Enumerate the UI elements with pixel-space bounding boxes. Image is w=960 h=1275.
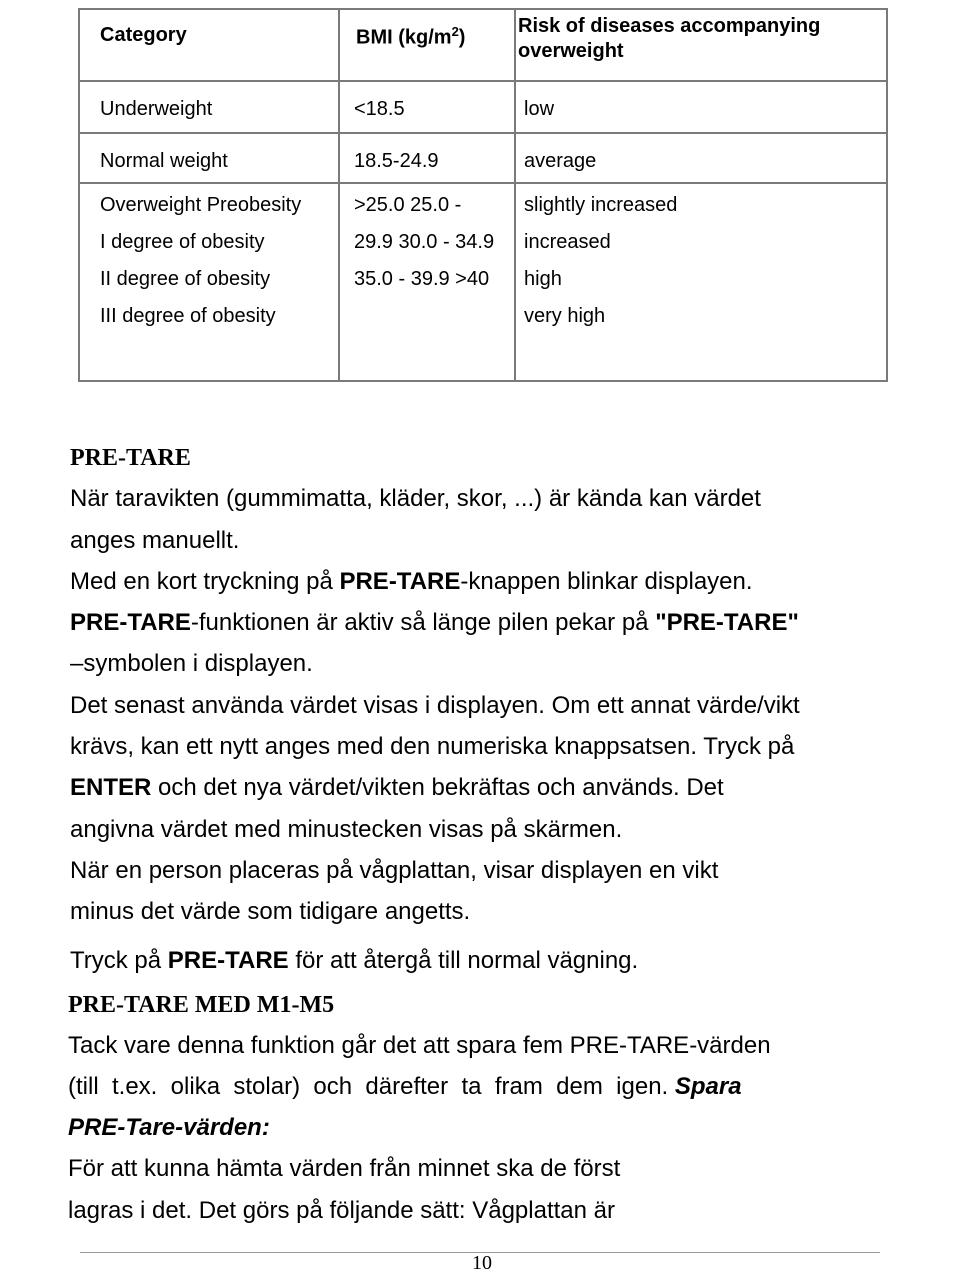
pretare-p5-line1: När en person placeras på vågplattan, visar displayen en vikt: [70, 857, 719, 884]
table-row-obesity-group: [79, 183, 887, 381]
pretare-p4-line4: angivna värdet med minustecken visas på skärmen.: [70, 816, 623, 843]
pretare-p4-line1: Det senast använda värdet visas i displayen. Om ett annat värde/vikt: [70, 692, 800, 719]
header-risk: Risk of diseases accompanying overweight: [518, 15, 821, 62]
obesity-risks: slightly increased increased high very high: [524, 194, 678, 327]
header-bmi: BMI $(kg/m^2)$: [356, 24, 466, 49]
table-row: Normal weight 18.5-24.9 average: [79, 133, 887, 183]
pretare-p1-line2: anges manuellt.: [70, 527, 240, 554]
header-bmi-cell: [339, 9, 515, 81]
pretare-heading: PRE-TARE: [70, 445, 191, 471]
pretare-p4-line3: ENTER och det nya värdet/vikten bekräftas och används. Det: [70, 774, 724, 801]
pretare-p3-line2: –symbolen i displayen.: [70, 650, 313, 677]
pretare-p5-line2: minus det värde som tidigare angetts.: [70, 898, 471, 925]
pretare-p4-line2: krävs, kan ett nytt anges med den numeriska knappsatsen. Tryck på: [70, 733, 795, 760]
bmi-risk-table: [78, 8, 888, 382]
obesity-categories: Overweight Preobesity I degree of obesity II degree of obesity III degree of obesity: [100, 194, 302, 327]
pretare-p6: Tryck på PRE-TARE för att återgå till normal vägning.: [70, 947, 639, 974]
pretare-p2: Med en kort tryckning på PRE-TARE-knappen blinkar displayen.: [70, 568, 753, 595]
pretare-m-heading: PRE-TARE MED M1-M5: [68, 992, 335, 1018]
pretare-m-line1: Tack vare denna funktion går det att spara fem PRE-TARE-värden: [68, 1032, 771, 1059]
page-number: 10: [472, 1252, 492, 1274]
pretare-m-line2: (till t.ex. olika stolar) och därefter ta fram dem igen. Spara: [68, 1073, 742, 1100]
pretare-p3-line1: PRE-TARE-funktionen är aktiv så länge pilen pekar på "PRE-TARE": [70, 609, 799, 636]
pretare-m-line3: PRE-Tare-värden:: [68, 1114, 270, 1141]
header-category: Category: [100, 24, 187, 46]
pretare-p1-line1: När taravikten (gummimatta, kläder, skor, ...) är kända kan värdet: [70, 485, 761, 512]
pretare-m-line5: lagras i det. Det görs på följande sätt: Vågplattan är: [68, 1197, 615, 1224]
table-row: Underweight <18.5 low: [79, 81, 887, 133]
obesity-bmi-ranges: >25.0 25.0 - 29.9 30.0 - 34.9 35.0 - 39.9 >40: [354, 194, 495, 290]
header-risk-cell: [515, 9, 887, 81]
header-category-cell: [79, 9, 339, 81]
pretare-m-line4: För att kunna hämta värden från minnet ska de först: [68, 1155, 621, 1182]
